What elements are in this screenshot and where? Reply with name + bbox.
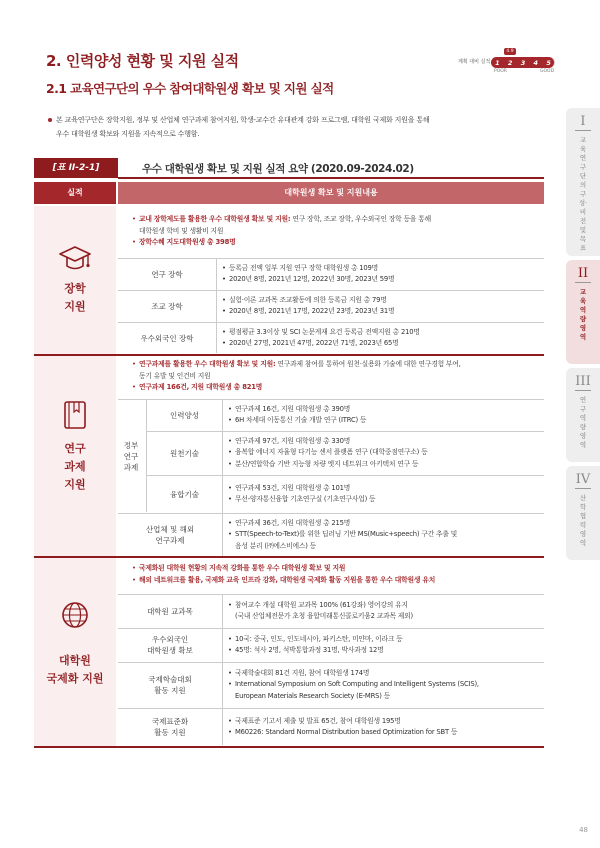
row-content <box>228 432 542 474</box>
summary-bullet <box>132 563 532 575</box>
row-bullet: • 2020년 27명, 2021년 47명, 2022년 71명, 2023년 65명 <box>222 338 542 350</box>
side-tab-number: III <box>575 374 591 389</box>
rating-scale <box>458 49 558 75</box>
row-content <box>228 514 542 556</box>
section-title-line: 장학 <box>64 282 86 295</box>
row-label: 조교 장학 <box>118 291 216 321</box>
row-content <box>228 663 542 707</box>
row-label-line: 활동 지원 <box>154 686 186 695</box>
row-content <box>228 709 542 745</box>
summary-bullet <box>132 575 532 587</box>
row-content <box>228 629 542 661</box>
summary-bold: 국제화된 대학원 현황의 지속적 강화를 통한 우수 대학원생 확보 및 지원 <box>139 564 346 572</box>
industry-label-line: 산업체 및 해외 <box>145 525 195 534</box>
row-label <box>118 629 222 661</box>
rating-numbers <box>491 57 555 68</box>
summary-bullet <box>132 359 532 371</box>
row-content <box>228 476 542 512</box>
globe-icon <box>58 598 92 632</box>
row-label: 융합기술 <box>147 476 222 512</box>
section-research <box>34 356 544 556</box>
rating-num: 3 <box>520 58 526 67</box>
row-bullet: • 10국: 중국, 인도, 인도네시아, 파키스탄, 미얀마, 이라크 등 <box>228 634 542 646</box>
summary-cont: 동기 유발 및 인건비 지원 <box>139 371 211 380</box>
row-label <box>118 709 222 745</box>
summary-bullet <box>132 382 532 394</box>
row-label <box>118 663 222 707</box>
summary-bold: 연구과제를 활용한 우수 대학원생 확보 및 지원: <box>139 360 276 368</box>
summary-bold: 해외 네트워크를 활용, 국제화 교육 인프라 강화, 대학원생 국제화 활동 지원을 통한 우수 대학원생 유치 <box>139 575 436 584</box>
row-content <box>228 595 542 627</box>
summary-bold: 연구과제 166건, 지원 대학원생 총 821명 <box>139 383 263 391</box>
row-label-line: 국제학술대회 <box>148 675 192 684</box>
row-content <box>222 291 542 321</box>
rating-num: 4 <box>533 58 539 67</box>
section-label-cell <box>34 206 116 354</box>
section-title <box>34 280 116 316</box>
side-tab-chapter-3[interactable] <box>566 368 600 462</box>
rating-num: 1 <box>495 58 500 67</box>
gov-research-label <box>118 400 144 512</box>
row-bullet: • 연구과제 36건, 지원 대학원생 총 215명 <box>228 518 542 530</box>
rating-num: 5 <box>546 58 551 67</box>
row-bullet: • 2020년 8명, 2021년 12명, 2022년 30명, 2023년 59명 <box>222 274 542 286</box>
header-col-achievement: 실적 <box>34 182 116 204</box>
bullet-dot <box>48 118 52 122</box>
table-title: 우수 대학원생 확보 및 지원 실적 요약 (2020.09-2024.02) <box>142 163 414 175</box>
side-tab-text: 교육연구단의 구성·비전 및 목표 <box>578 136 588 252</box>
row-bullet: • 45명: 석사 2명, 석박통합과정 31명, 박사과정 12명 <box>228 645 542 657</box>
row-bullet-cont: European Materials Research Society (E-MRS) 등 <box>235 691 390 700</box>
row-bullet: • 융복합 에너지 자율형 다기능 센서 플랫폼 연구 (대학중점연구소) 등 <box>228 447 542 459</box>
section-heading: 2. 인력양성 현황 및 지원 실적 <box>46 52 239 70</box>
side-tab-chapter-2[interactable] <box>566 260 600 364</box>
row-bullet: • 등록금 전액 일부 지원 연구 장학 대학원생 총 109명 <box>222 263 542 275</box>
side-tab-text: 산학협력 영역 <box>579 494 587 547</box>
section-title-line: 대학원 <box>59 654 91 667</box>
row-bullet: • 국제표준 기고서 제출 및 발표 65건, 참여 대학원생 195명 <box>228 716 542 728</box>
row-bullet: • 국제학술대회 81건 지원, 참여 대학원생 174명 <box>228 668 542 680</box>
row-label-line: 대학원 교과목 <box>147 606 193 616</box>
row-bullet: • 참여교수 개설 대학원 교과목 100% (61강좌) 영어강의 유지 <box>228 600 542 612</box>
row-label: 원천기술 <box>147 432 222 474</box>
row-bullet: • 연구과제 97건, 지원 대학원생 총 330명 <box>228 436 542 448</box>
section-title-line: 국제화 지원 <box>46 672 104 685</box>
col-divider <box>222 400 223 556</box>
industry-label-line: 연구과제 <box>155 536 185 545</box>
row-bullet: • 6H 차세대 이동통신 기술 개발 연구 (ITRC) 등 <box>228 415 542 427</box>
side-tab-text: 연구역량 영역 <box>579 396 587 449</box>
table-number-badge: [표 II-2-1] <box>34 158 118 178</box>
col-divider <box>216 259 217 353</box>
row-bullet: • International Symposium on Soft Computing and Intelligent Systems (SCIS), <box>228 679 542 691</box>
subsection-heading: 2.1 교육연구단의 우수 참여대학원생 확보 및 지원 실적 <box>46 81 334 96</box>
row-bullet-cont: 음성 분리 (㈜에스비에스) 등 <box>235 541 317 550</box>
row-label: 우수외국인 장학 <box>118 323 216 353</box>
side-tab-separator <box>575 282 591 283</box>
rating-badge: 4.9 <box>504 48 516 55</box>
row-bullet: • 무선-양자통신융합 기초연구실 (기초연구사업) 등 <box>228 494 542 506</box>
row-bullet: • STT(Speech-to-Text)를 위한 딥러닝 기반 MS(Music+speech) 구간 추출 및 <box>228 529 542 541</box>
row-bullet: • 연구과제 16건, 지원 대학원생 총 390명 <box>228 404 542 416</box>
col-divider <box>222 595 223 745</box>
side-tab-separator <box>575 488 591 489</box>
row-label-line: 활동 지원 <box>154 728 186 737</box>
row-label-line: 대학원생 확보 <box>147 646 193 655</box>
section-label-cell <box>34 558 116 746</box>
row-bullet: • 분산/연합학습 기반 지능형 차량 엣지 네트워크 아키텍처 연구 등 <box>228 459 542 471</box>
row-label-line: 국제표준화 <box>151 717 189 726</box>
row-content <box>222 323 542 353</box>
intro-line: 본 교육연구단은 장학지원, 정부 및 산업체 연구과제 참여지원, 학생-교수간 유대관계 강화 프로그램, 대학원 국제화 지원을 통해 <box>56 116 430 124</box>
section-scholarship <box>34 206 544 354</box>
side-tab-separator <box>575 130 591 131</box>
side-tab-chapter-1[interactable] <box>566 108 600 256</box>
caption-underline <box>118 177 544 179</box>
side-tab-text: 교육역량 영역 <box>579 288 587 341</box>
intro-line: 우수 대학원생 확보와 지원을 지속적으로 수행함. <box>56 130 200 138</box>
row-bullet: • 평점평균 3.3이상 및 SCI 논문게재 요건 등록금 전액지원 총 210명 <box>222 327 542 339</box>
industry-research-label <box>118 514 222 556</box>
side-tab-number: II <box>577 266 589 281</box>
side-tab-separator <box>575 390 591 391</box>
row-bullet-cont: (국내 산업체전문가 초청 융합미래통신콜로키움2 교과목 제외) <box>235 612 413 620</box>
section-title-line: 지원 <box>64 478 86 491</box>
rating-label: 계획 대비 실적 <box>458 59 491 65</box>
section-title-line: 지원 <box>64 300 86 313</box>
summary-bullet <box>132 237 532 249</box>
section-title <box>34 440 116 494</box>
rating-good-label: GOOD <box>540 69 555 74</box>
section-summary <box>132 359 532 394</box>
row-bullet: • 연구과제 53건, 지원 대학원생 총 101명 <box>228 483 542 495</box>
rating-num: 2 <box>507 58 513 67</box>
row-content <box>222 259 542 289</box>
graduation-cap-icon <box>58 242 92 276</box>
side-tab-number: I <box>580 114 586 129</box>
rating-poor-label: POOR <box>494 69 507 74</box>
book-icon <box>58 398 92 432</box>
summary-text: 연구 장학, 조교 장학, 우수외국인 장학 등을 통해 <box>290 215 431 223</box>
section-title-line: 연구 <box>64 442 86 455</box>
row-bullet: • M60226: Standard Normal Distribution based Optimization for SBT 등 <box>228 727 542 739</box>
side-tab-chapter-4[interactable] <box>566 466 600 560</box>
summary-text: 연구과제 참여를 통하여 원천·실용화 기술에 대한 연구경험 부여, <box>275 360 461 368</box>
gov-label-line: 정부 <box>123 440 139 450</box>
row-bullet: • 2020년 8명, 2021년 17명, 2022년 23명, 2023년 31명 <box>222 306 542 318</box>
gov-label-line: 연구 <box>123 451 139 461</box>
rating-bar <box>491 57 555 68</box>
row-label <box>118 595 222 627</box>
summary-bold: 장학수혜 지도대학원생 총 398명 <box>139 238 236 246</box>
summary-cont: 대학원생 학비 및 생활비 지원 <box>139 226 224 235</box>
header-col-content: 대학원생 확보 및 지원내용 <box>118 182 544 204</box>
intro-paragraph <box>56 113 526 141</box>
section-divider <box>34 746 544 748</box>
section-summary <box>132 563 532 586</box>
table-caption <box>34 158 544 180</box>
table-header <box>34 182 544 204</box>
row-label: 인력양성 <box>147 400 222 430</box>
summary-bold: 교내 장학제도를 활용한 우수 대학원생 확보 및 지원: <box>139 215 291 223</box>
page-number: 48 <box>579 826 588 834</box>
row-content <box>228 400 542 430</box>
section-label-cell <box>34 356 116 556</box>
row-label-line: 우수외국인 <box>151 635 189 644</box>
section-title-line: 과제 <box>64 460 86 473</box>
gov-label-line: 과제 <box>123 462 139 472</box>
row-bullet: • 실험·이론 교과목 조교활동에 의한 등록금 지원 총 79명 <box>222 295 542 307</box>
side-tab-number: IV <box>575 472 591 487</box>
row-label: 연구 장학 <box>118 259 216 289</box>
summary-bullet <box>132 214 532 226</box>
section-internationalization <box>34 558 544 746</box>
section-summary <box>132 214 532 249</box>
section-title <box>34 652 116 688</box>
